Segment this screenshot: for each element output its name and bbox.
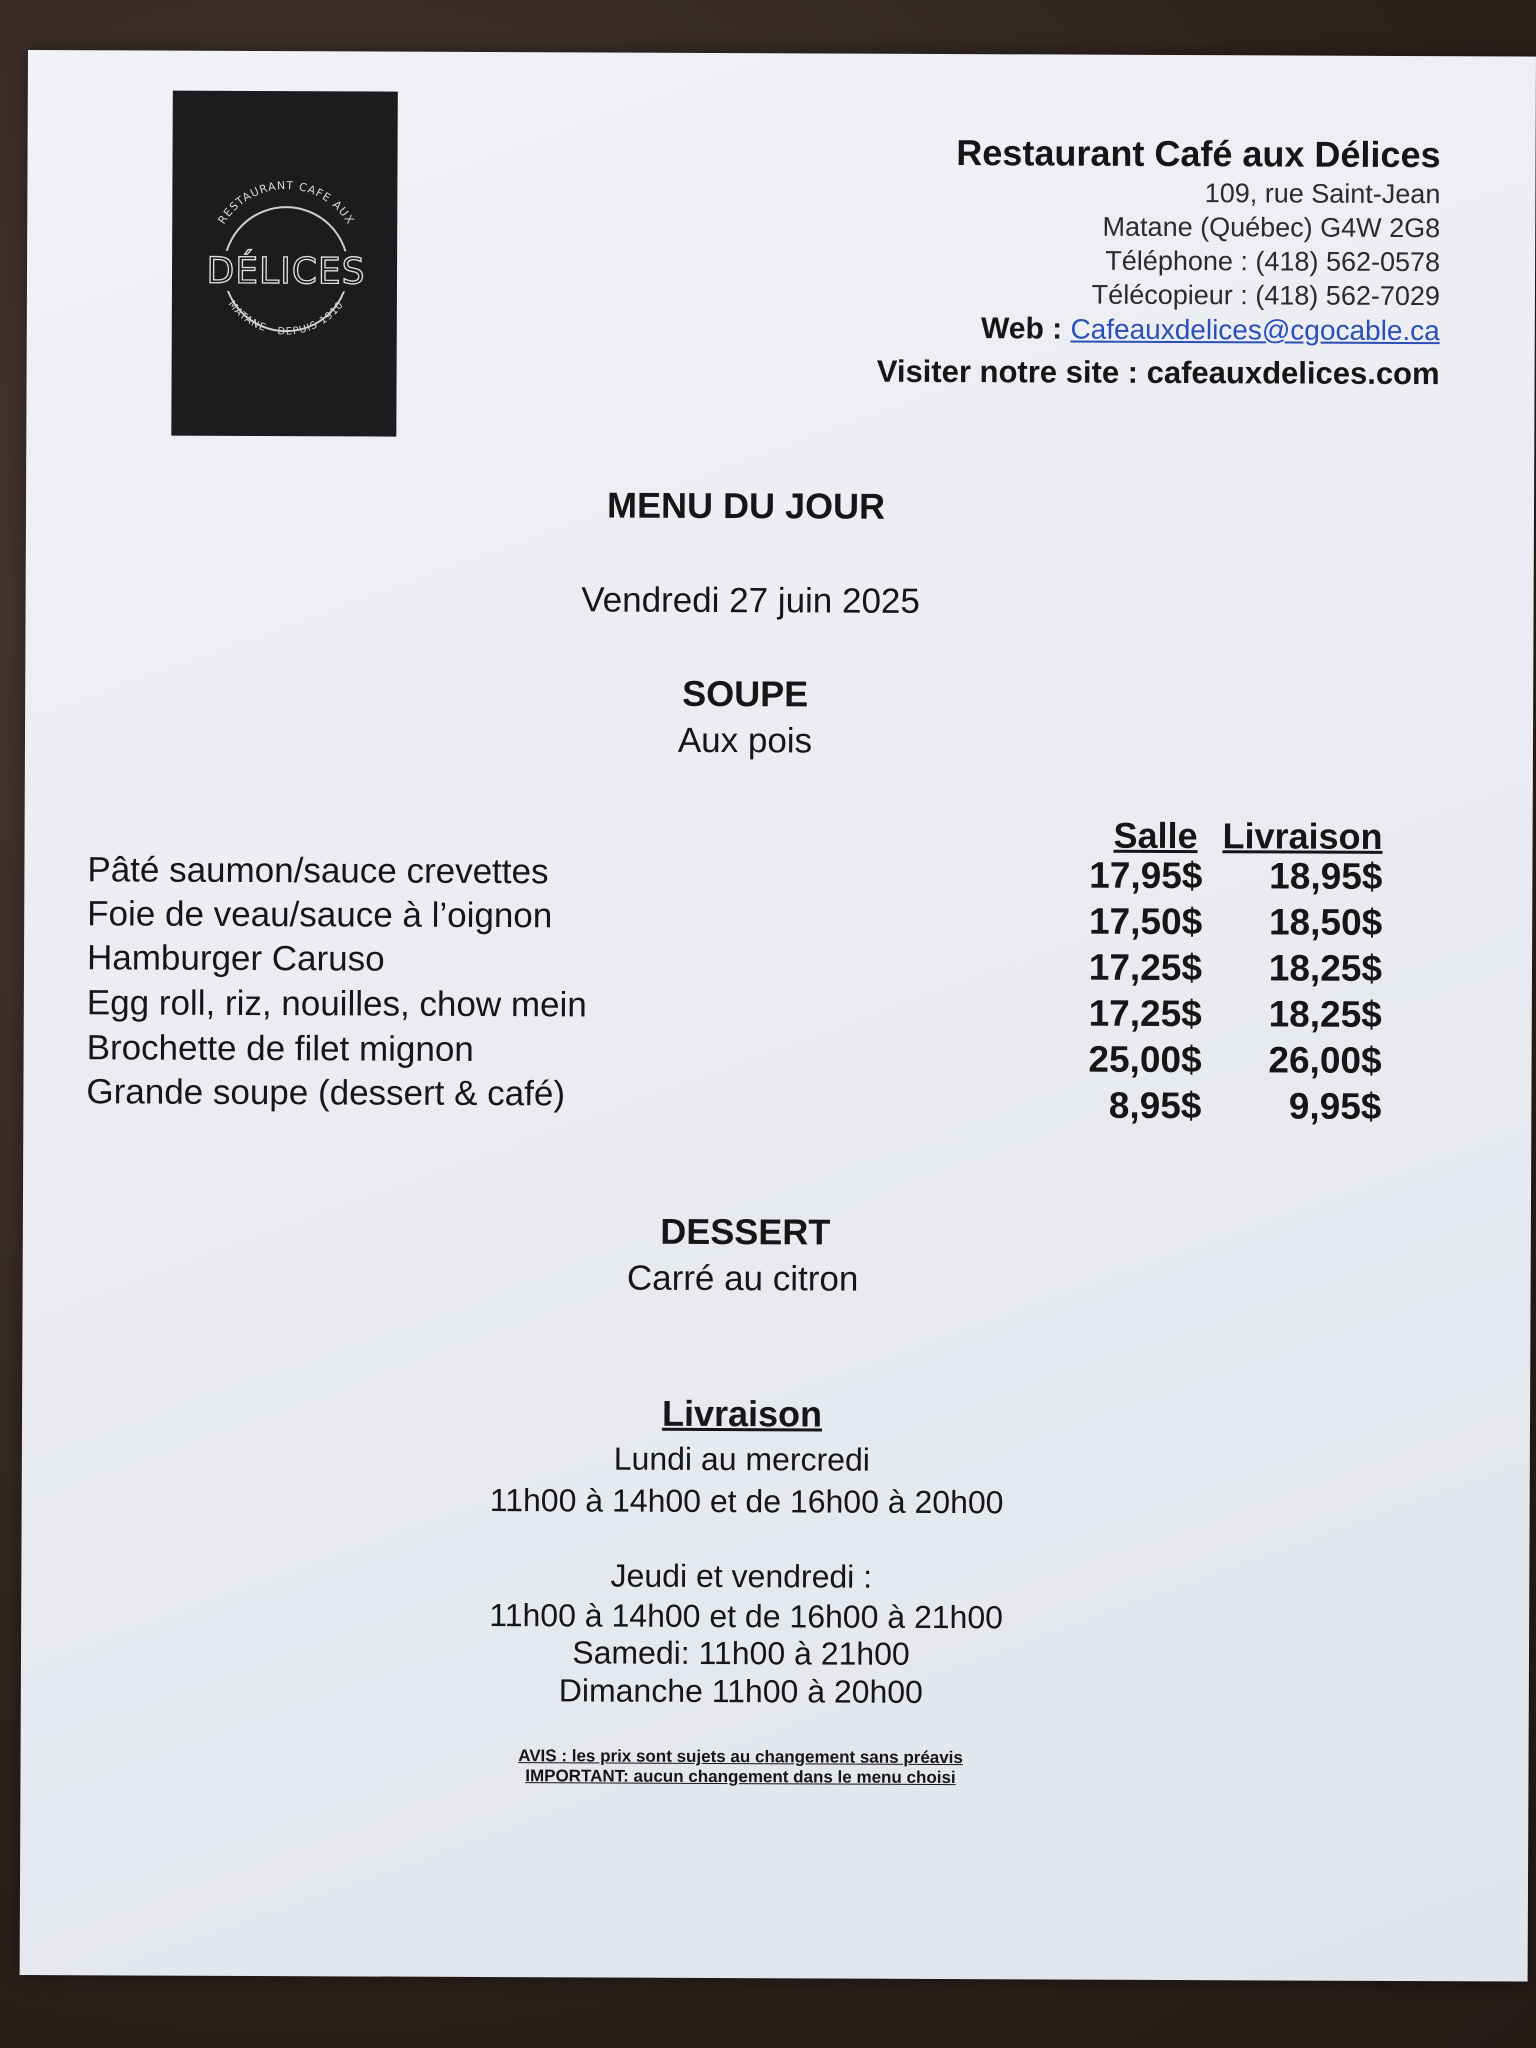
- menu-item-price-salle: 25,00$: [1088, 1038, 1202, 1081]
- svg-text:RESTAURANT CAFE AUX: RESTAURANT CAFE AUX: [215, 178, 358, 227]
- dessert-name: Carré au citron: [626, 1258, 859, 1299]
- web-line: [981, 312, 1440, 348]
- menu-item-name: Foie de veau/sauce à l’oignon: [87, 894, 553, 936]
- column-livraison: Livraison: [1222, 815, 1383, 857]
- delivery-hours-line: Jeudi et vendredi :: [610, 1557, 873, 1595]
- logo-wordmark: DÉLICES: [206, 250, 366, 293]
- city-line: Matane (Québec) G4W 2G8: [1102, 211, 1441, 244]
- svg-text:MATANE · DEPUIS 1910: MATANE · DEPUIS 1910: [225, 298, 347, 338]
- dessert-heading: DESSERT: [660, 1210, 831, 1253]
- menu-date: Vendredi 27 juin 2025: [581, 580, 921, 621]
- menu-item-price-salle: 8,95$: [1108, 1084, 1202, 1127]
- menu-item-price-salle: 17,25$: [1088, 992, 1202, 1035]
- menu-item-price-livraison: 18,25$: [1268, 947, 1383, 989]
- menu-item-price-salle: 17,95$: [1089, 854, 1203, 897]
- column-salle: Salle: [1113, 814, 1198, 857]
- logo-emblem-icon: [171, 91, 398, 437]
- web-label: Web :: [980, 312, 1063, 346]
- menu-item-price-livraison: 18,50$: [1268, 901, 1383, 943]
- menu-item-price-livraison: 18,25$: [1268, 993, 1382, 1035]
- menu-title: MENU DU JOUR: [606, 484, 886, 527]
- menu-item-price-livraison: 18,95$: [1269, 855, 1383, 897]
- delivery-hours-line: Lundi au mercredi: [613, 1440, 870, 1478]
- soup-heading: SOUPE: [682, 672, 809, 715]
- menu-item-price-livraison: 9,95$: [1288, 1085, 1382, 1127]
- delivery-hours-line: Samedi: 11h00 à 21h00: [572, 1634, 910, 1672]
- menu-item-price-livraison: 26,00$: [1268, 1039, 1382, 1081]
- menu-item-price-salle: 17,50$: [1088, 900, 1203, 943]
- address-line: 109, rue Saint-Jean: [1204, 178, 1441, 210]
- restaurant-logo: [171, 91, 398, 437]
- menu-item-name: Egg roll, riz, nouilles, chow mein: [86, 983, 587, 1025]
- delivery-hours-line: 11h00 à 14h00 et de 16h00 à 20h00: [489, 1482, 1004, 1521]
- delivery-heading: Livraison: [661, 1392, 823, 1435]
- restaurant-name: Restaurant Café aux Délices: [956, 132, 1441, 176]
- delivery-hours-line: Dimanche 11h00 à 20h00: [558, 1672, 923, 1710]
- website-line: Visiter notre site : cafeauxdelices.com: [876, 353, 1440, 392]
- web-email-link[interactable]: Cafeauxdelices@cgocable.ca: [1070, 313, 1440, 347]
- delivery-hours-line: 11h00 à 14h00 et de 16h00 à 21h00: [489, 1597, 1004, 1636]
- price-notice: AVIS : les prix sont sujets au changement sans préavis: [518, 1746, 963, 1768]
- menu-item-name: Pâté saumon/sauce crevettes: [87, 850, 549, 892]
- menu-item-name: Hamburger Caruso: [86, 938, 385, 979]
- menu-item-name: Grande soupe (dessert & café): [86, 1072, 566, 1114]
- menu-notice: IMPORTANT: aucun changement dans le menu choisi: [525, 1766, 956, 1788]
- phone-line: Téléphone : (418) 562-0578: [1105, 245, 1441, 278]
- soup-name: Aux pois: [677, 720, 813, 761]
- menu-sheet: [20, 50, 1536, 1982]
- menu-item-name: Brochette de filet mignon: [86, 1028, 474, 1069]
- menu-item-price-salle: 17,25$: [1088, 946, 1203, 989]
- fax-line: Télécopieur : (418) 562-7029: [1091, 279, 1441, 312]
